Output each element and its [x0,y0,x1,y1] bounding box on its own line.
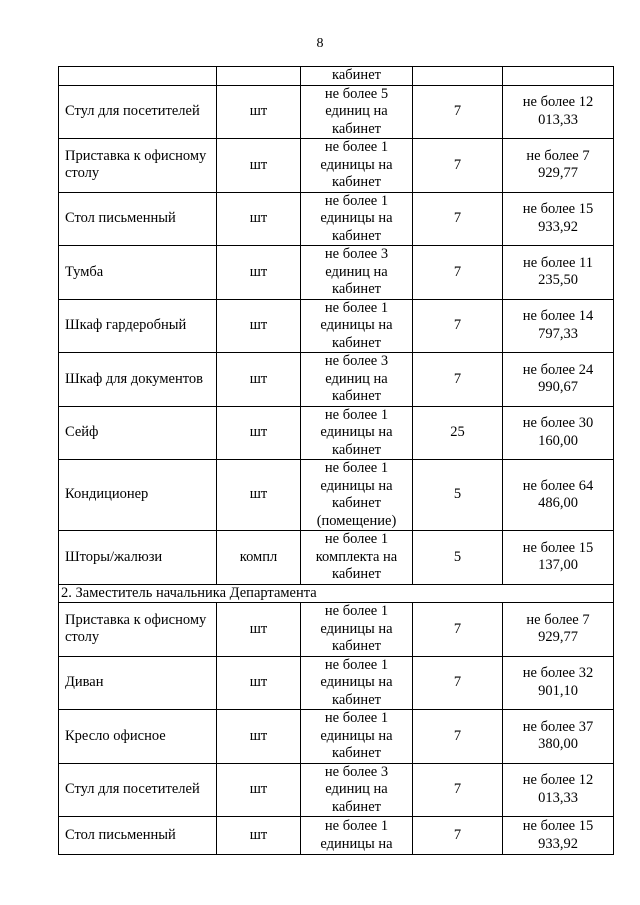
cell-name: Стул для посетителей [59,85,217,139]
table-row [59,656,614,710]
cell-norm: не более 5 единиц на кабинет [301,85,413,139]
cell-years: 5 [413,460,503,531]
table-row [59,192,614,246]
table-row-continued [59,67,614,86]
cell-name: Стол письменный [59,817,217,855]
cell-price: не более 15 933,92 [503,817,614,855]
cell-years [413,67,503,86]
cell-price: не более 37 380,00 [503,710,614,764]
cell-price [503,67,614,86]
cell-price: не более 64 486,00 [503,460,614,531]
cell-unit: шт [217,299,301,353]
cell-unit: шт [217,710,301,764]
table-row [59,139,614,193]
cell-name: Сейф [59,406,217,460]
cell-name: Шкаф для документов [59,353,217,407]
cell-norm: не более 3 единиц на кабинет [301,353,413,407]
cell-name: Приставка к офисному столу [59,603,217,657]
table-row [59,246,614,300]
cell-unit: шт [217,603,301,657]
cell-years: 7 [413,710,503,764]
section-header-row [59,584,614,603]
cell-unit: компл [217,531,301,585]
cell-name: Стол письменный [59,192,217,246]
cell-norm: не более 1 единицы на кабинет [301,299,413,353]
cell-norm: не более 1 единицы на кабинет [301,406,413,460]
table-row [59,460,614,531]
cell-name: Приставка к офисному столу [59,139,217,193]
cell-years: 7 [413,603,503,657]
cell-years: 5 [413,531,503,585]
cell-name: Кондиционер [59,460,217,531]
cell-unit: шт [217,406,301,460]
page-number: 8 [316,36,324,51]
cell-norm: не более 1 единицы на кабинет [301,656,413,710]
cell-price: не более 7 929,77 [503,139,614,193]
table-row [59,531,614,585]
cell-name [59,67,217,86]
section-title: 2. Заместитель начальника Департамента [59,584,614,603]
table-row [59,299,614,353]
cell-price: не более 15 933,92 [503,192,614,246]
table-body [59,67,614,855]
cell-years: 7 [413,85,503,139]
cell-name: Шкаф гардеробный [59,299,217,353]
cell-price: не более 24 990,67 [503,353,614,407]
cell-unit: шт [217,656,301,710]
cell-norm: не более 3 единиц на кабинет [301,763,413,817]
cell-price: не более 14 797,33 [503,299,614,353]
cell-price: не более 11 235,50 [503,246,614,300]
cell-years: 7 [413,817,503,855]
cell-norm: не более 1 единицы на кабинет [301,710,413,764]
cell-price: не более 32 901,10 [503,656,614,710]
cell-name: Диван [59,656,217,710]
cell-unit [217,67,301,86]
cell-unit: шт [217,763,301,817]
cell-name: Стул для посетителей [59,763,217,817]
cell-norm: не более 1 единицы на кабинет (помещение) [301,460,413,531]
cell-price: не более 12 013,33 [503,85,614,139]
table-row [59,603,614,657]
cell-unit: шт [217,85,301,139]
cell-years: 7 [413,353,503,407]
table-row [59,353,614,407]
cell-unit: шт [217,353,301,407]
table-row [59,710,614,764]
cell-norm: не более 1 единицы на кабинет [301,139,413,193]
cell-norm: кабинет [301,67,413,86]
cell-price: не более 15 137,00 [503,531,614,585]
cell-years: 7 [413,139,503,193]
cell-price: не более 7 929,77 [503,603,614,657]
table-row [59,817,614,855]
cell-name: Кресло офисное [59,710,217,764]
cell-years: 7 [413,656,503,710]
cell-years: 7 [413,763,503,817]
cell-norm: не более 1 единицы на кабинет [301,603,413,657]
cell-norm: не более 1 комплекта на кабинет [301,531,413,585]
cell-name: Шторы/жалюзи [59,531,217,585]
cell-norm: не более 1 единицы на кабинет [301,192,413,246]
cell-unit: шт [217,817,301,855]
furniture-norms-table [58,66,614,855]
table-row [59,85,614,139]
cell-years: 7 [413,246,503,300]
cell-years: 7 [413,192,503,246]
cell-unit: шт [217,246,301,300]
cell-years: 25 [413,406,503,460]
cell-norm: не более 3 единиц на кабинет [301,246,413,300]
table-row [59,763,614,817]
table-row [59,406,614,460]
cell-unit: шт [217,192,301,246]
cell-norm: не более 1 единицы на [301,817,413,855]
cell-unit: шт [217,460,301,531]
cell-price: не более 12 013,33 [503,763,614,817]
cell-price: не более 30 160,00 [503,406,614,460]
cell-years: 7 [413,299,503,353]
cell-unit: шт [217,139,301,193]
cell-name: Тумба [59,246,217,300]
